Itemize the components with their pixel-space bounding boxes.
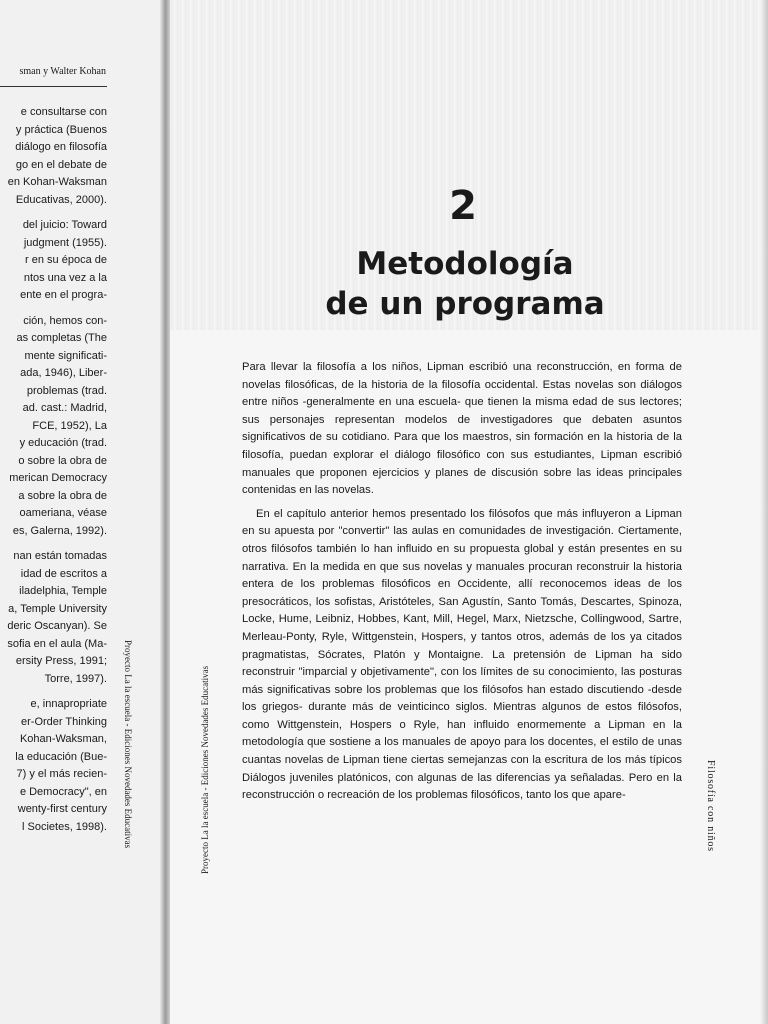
left-text-line: Educativas, 2000). xyxy=(15,193,107,206)
left-text-line: e Democracy", en xyxy=(19,785,107,798)
left-text-line: y educación (trad. xyxy=(19,437,107,449)
right-page xyxy=(170,0,768,1024)
left-text-line: merican Democracy xyxy=(9,472,107,484)
left-text-line: idad de escritos a xyxy=(20,567,107,580)
running-head xyxy=(704,760,718,880)
left-text-line: deric Oscanyan). Se xyxy=(7,620,107,632)
left-text-line: iladelphia, Temple xyxy=(19,585,107,597)
book-gutter xyxy=(160,0,170,1024)
left-text-line: a sobre la obra de xyxy=(18,489,107,502)
left-text-line: ción, hemos con- xyxy=(23,314,107,327)
left-text-line: o sobre la obra de xyxy=(18,454,107,467)
inner-footer xyxy=(200,634,214,874)
left-text-line: e consultarse con xyxy=(20,106,107,118)
chapter-title xyxy=(270,244,660,324)
left-text-line: sofia en el aula (Ma- xyxy=(7,637,107,650)
left-text-line: mente significati- xyxy=(24,349,107,362)
left-text-line: as completas (The xyxy=(16,332,107,344)
left-text-line: del juicio: Toward xyxy=(22,219,107,231)
page-edge-shadow xyxy=(760,0,768,1024)
left-text-line: FCE, 1952), La xyxy=(32,419,107,432)
left-page xyxy=(0,0,168,1024)
left-page-text xyxy=(0,104,107,836)
left-footer-text: Proyecto La la escuela - Ediciones Novedades Educativas xyxy=(123,640,133,849)
left-text-line: Torre, 1997). xyxy=(44,672,107,685)
left-text-line: la educación (Bue- xyxy=(15,750,107,763)
left-text-line: 7) y el más recien- xyxy=(16,768,107,780)
left-footer xyxy=(121,640,135,880)
paragraph-2: En el capítulo anterior hemos presentado los filósofos que más influyeron a Lipman en su apuesta por "convertir" las aulas en comunidades de investigación. Ciertamente, otros filósofos también lo han influido en su propuesta global y están presentes en su narrativa. En la medida en que sus novelas y manuales procuran reconstruir la historia entera de los problemas filosóficos en Occidente, allí reconocemos ideas de los presocráticos, los sofistas, Aristóteles, San Agustín, Santo Tomás, Descartes, Spinoza, Locke, Hume, Leibniz, Hobbes, Kant, Mill, Hegel, Marx, Nietzsche, Collingwood, Sartre, Merleau-Ponty, Ryle, Wittgenstein, Hospers, y tantos otros, además de los ya citados pragmatistas, Sócrates, Platón y Montaigne. La pretensión de Lipman ha sido reconstruir "imparcial y objetivamente", con los límites de su conocimiento, las posturas más significativas sobre los problemas que los filósofos han estado discutiendo -desde los griegos- durante más de veinticinco siglos. Mientras algunos de estos filósofos, como Wittgenstein, Hospers o Ryle, han influido enormemente a Lipman en la metodología que sostiene a los manuales de apoyo para los docentes, el estilo de unas cuantas novelas de Lipman tiene ciertas semejanzas con la escritura de los más típicos Diálogos juveniles platónicos, con algunas de las diferencias ya señaladas. Pero en la reconstrucción o recreación de los problemas filosóficos, tanto los que apare- xyxy=(242,507,682,802)
left-text-line: oameriana, véase xyxy=(19,507,107,519)
left-text-line: ente en el progra- xyxy=(20,289,107,301)
left-text-line: ersity Press, 1991; xyxy=(15,655,107,667)
chapter-title-line1: Metodología xyxy=(356,246,574,282)
inner-footer-text: Proyecto La la escuela - Ediciones Novedades Educativas xyxy=(200,665,210,874)
left-text-line: Kohan-Waksman, xyxy=(19,733,107,745)
left-text-line: go en el debate de xyxy=(15,158,107,171)
chapter-title-line2: de un programa xyxy=(325,286,605,322)
left-text-line: nan están tomadas xyxy=(13,550,107,562)
left-text-line: problemas (trad. xyxy=(26,384,107,397)
left-text-line: r en su época de xyxy=(25,254,107,266)
paragraph-1: Para llevar la filosofía a los niños, Lipman escribió una reconstrucción, en forma de novelas filosóficas, de la historia de la filosofía occidental. Estas novelas son diálogos entre niños -generalmente en una escuela- que tienen la misma edad de sus lectores; sus personajes representan modelos de investigadores que debaten asuntos significativos de su cotidiano. Para que los maestros, sin formación en la historia de la filosofía, puedan explorar el diálogo filosófico con sus estudiantes, Lipman escribió manuales que proponen ejercicios y planes de discusión sobre las ideas principales contenidas en las novelas. xyxy=(242,361,682,497)
chapter-number: 2 xyxy=(449,183,477,229)
running-head-text: Filosofía con niños xyxy=(705,760,716,852)
left-running-header: sman y Walter Kohan xyxy=(19,66,106,77)
left-text-line: es, Galerna, 1992). xyxy=(12,524,107,537)
left-text-line: en Kohan-Waksman xyxy=(7,176,107,188)
left-text-line: diálogo en filosofía xyxy=(15,141,107,153)
left-text-line: er-Order Thinking xyxy=(21,715,107,728)
left-text-line: y práctica (Buenos xyxy=(15,123,107,136)
body-text xyxy=(242,359,682,805)
left-text-line: ada, 1946), Liber- xyxy=(20,367,107,379)
header-rule xyxy=(0,86,107,87)
left-text-line: wenty-first century xyxy=(17,803,107,815)
left-text-line: judgment (1955). xyxy=(23,236,107,249)
left-text-line: a, Temple University xyxy=(8,602,107,615)
left-text-line: ad. cast.: Madrid, xyxy=(22,402,107,414)
left-text-line: e, innapropriate xyxy=(30,698,107,710)
left-text-line: ntos una vez a la xyxy=(23,271,107,284)
left-text-line: l Societes, 1998). xyxy=(22,820,107,833)
